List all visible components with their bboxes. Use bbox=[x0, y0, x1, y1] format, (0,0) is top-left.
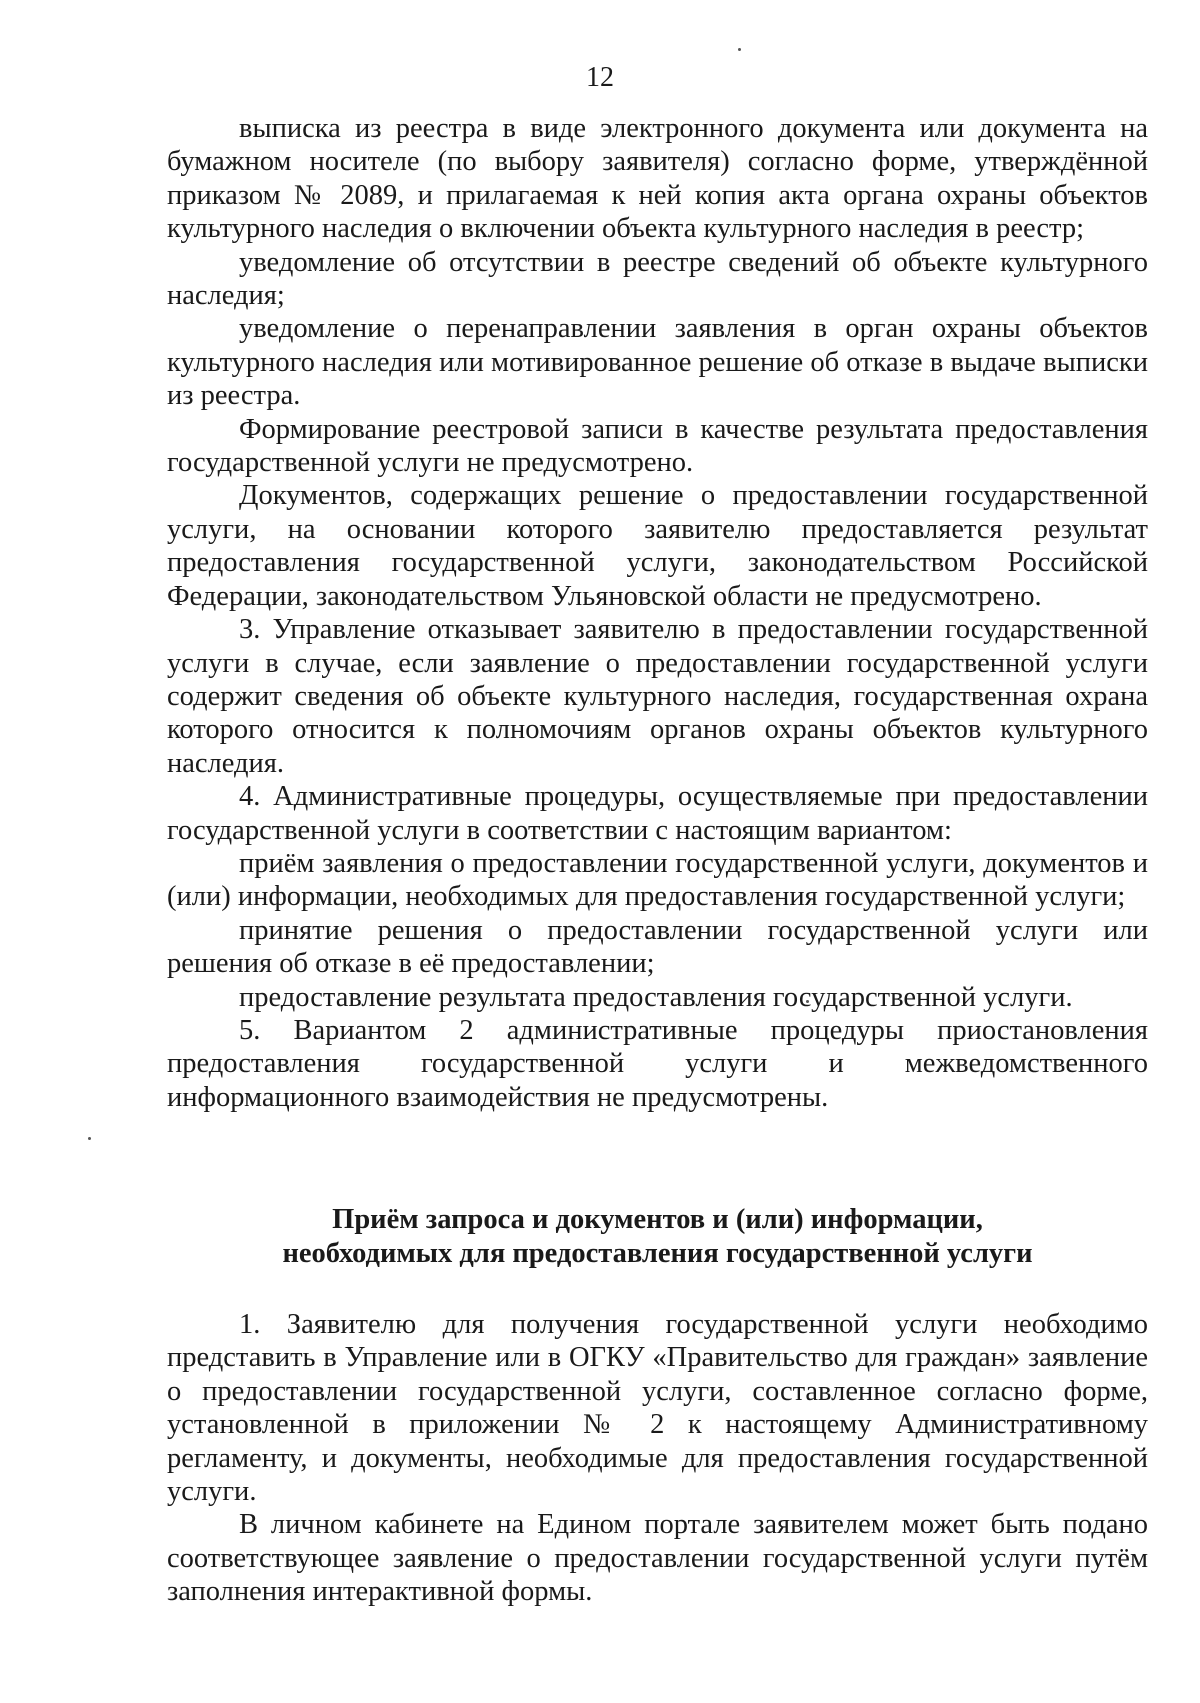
page-number: 12 bbox=[586, 62, 614, 93]
paragraph: уведомление об отсутствии в реестре сведений об объекте культурного наследия; bbox=[167, 246, 1148, 312]
paragraph: Документов, содержащих решение о предоставлении государственной услуги, на основании которого заявителю предоставляется результат предоставления государственной услуги, законодательством Российской Федерации, законодательством Ульяновской области не предусмотрено. bbox=[167, 480, 1148, 612]
paragraph: Формирование реестровой записи в качестве результата предоставления государственной услуги не предусмотрено. bbox=[167, 413, 1148, 479]
paragraph: принятие решения о предоставлении государственной услуги или решения об отказе в её предоставлении; bbox=[167, 914, 1148, 980]
scan-speck bbox=[88, 1137, 91, 1140]
paragraph: В личном кабинете на Едином портале заявителем может быть подано соответствующее заявление о предоставлении государственной услуги путём заполнения интерактивной формы. bbox=[167, 1509, 1148, 1608]
paragraph: 4. Административные процедуры, осуществляемые при предоставлении государственной услуги в соответствии с настоящим вариантом: bbox=[167, 781, 1148, 846]
scan-speck bbox=[738, 48, 741, 51]
paragraph: предоставление результата предоставления государственной услуги. bbox=[239, 981, 1073, 1013]
paragraph: уведомление о перенаправлении заявления в орган охраны объектов культурного наследия или мотивированное решение об отказе в выдаче выписки из реестра. bbox=[167, 313, 1148, 412]
document-body bbox=[167, 112, 1148, 1114]
paragraph: 1. Заявителю для получения государственной услуги необходимо представить в Управление или в ОГКУ «Правительство для граждан» заявление о предоставлении государственной услуги, составленное согласно форме, установленной в приложении № 2 к настоящему Административному регламенту, и документы, необходимые для предоставления государственной услуги. bbox=[167, 1309, 1148, 1508]
paragraph: 5. Вариантом 2 административные процедуры приостановления предоставления государственной услуги и межведомственного информационного взаимодействия не предусмотрены. bbox=[167, 1014, 1148, 1113]
paragraph: 3. Управление отказывает заявителю в предоставлении государственной услуги в случае, если заявление о предоставлении государственной услуги содержит сведения об объекте культурного наследия, государственная охрана которого относится к полномочиям органов охраны объектов культурного наследия. bbox=[167, 614, 1148, 779]
paragraph: приём заявления о предоставлении государственной услуги, документов и (или) информации, необходимых для предоставления государственной услуги; bbox=[167, 847, 1148, 913]
paragraph: выписка из реестра в виде электронного документа или документа на бумажном носителе (по выбору заявителя) согласно форме, утверждённой приказом № 2089, и прилагаемая к ней копия акта органа охраны объектов культурного наследия о включении объекта культурного наследия в реестр; bbox=[167, 113, 1148, 245]
section-heading-line: необходимых для предоставления государственной услуги bbox=[282, 1238, 1033, 1269]
section-heading-line: Приём запроса и документов и (или) информации, bbox=[332, 1204, 983, 1235]
section-heading bbox=[167, 1203, 1148, 1271]
document-body-section bbox=[167, 1308, 1148, 1609]
